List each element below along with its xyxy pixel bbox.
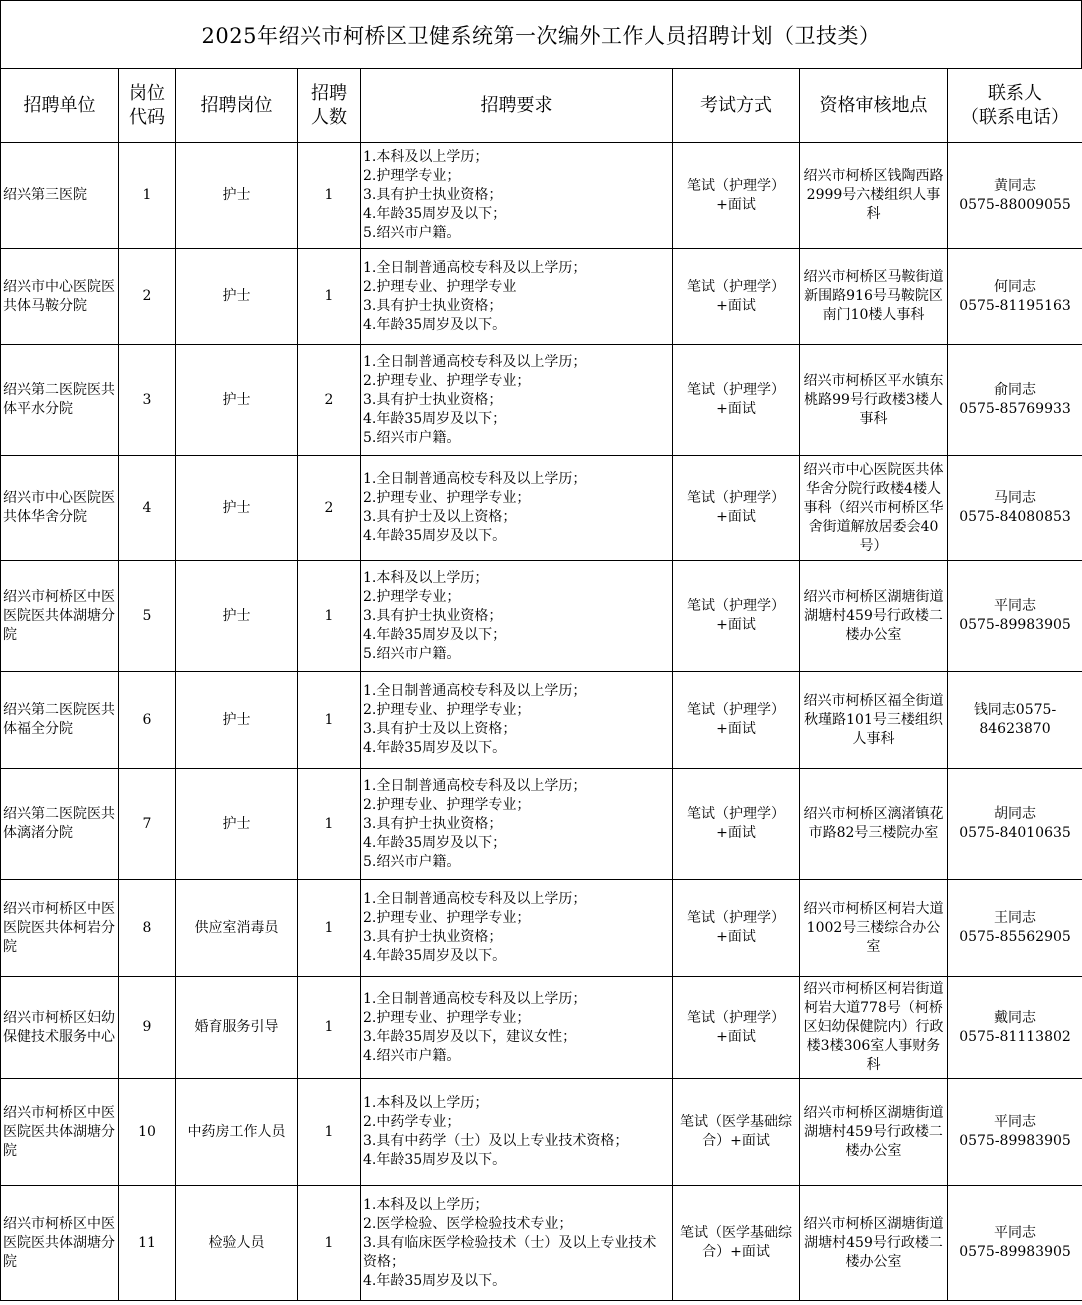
cell-count: 1 <box>298 1079 361 1186</box>
cell-requirements <box>361 456 673 561</box>
requirement-line: 3.具有中药学（士）及以上专业技术资格； <box>363 1133 629 1149</box>
contact-name: 钱同志0575- <box>973 702 1057 718</box>
requirement-line: 2.护理专业、护理学专业； <box>363 910 531 926</box>
cell-code: 6 <box>119 672 176 769</box>
cell-code: 11 <box>119 1186 176 1301</box>
table-row <box>1 769 1082 880</box>
header-count-line1: 招聘 <box>311 82 347 104</box>
header-contact-line2: （联系电话） <box>961 106 1069 128</box>
contact-name: 何同志 <box>994 278 1036 295</box>
requirement-line: 1.全日制普通高校专科及以上学历； <box>363 990 587 1007</box>
cell-exam: 笔试（护理学）+面试 <box>673 143 800 249</box>
cell-location: 绍兴市柯桥区湖塘街道湖塘村459号行政楼二楼办公室 <box>800 1079 948 1186</box>
table-row <box>1 561 1082 672</box>
requirement-line: 4.年龄35周岁及以下。 <box>363 740 507 756</box>
requirement-line: 5.绍兴市户籍。 <box>363 645 461 662</box>
header-position: 招聘岗位 <box>176 69 298 143</box>
cell-code: 4 <box>119 456 176 561</box>
requirement-line: 2.医学检验、医学检验技术专业； <box>363 1215 573 1232</box>
requirement-line: 1.本科及以上学历； <box>363 569 489 586</box>
cell-exam: 笔试（医学基础综合）+面试 <box>673 1079 800 1186</box>
cell-contact <box>948 143 1082 249</box>
requirement-line: 2.护理专业、护理学专业； <box>363 372 531 389</box>
cell-location: 绍兴市柯桥区钱陶西路2999号六楼组织人事科 <box>800 143 948 249</box>
cell-count: 1 <box>298 143 361 249</box>
cell-code: 3 <box>119 345 176 456</box>
cell-code: 1 <box>119 143 176 249</box>
contact-name: 平同志 <box>994 1114 1036 1130</box>
cell-code: 8 <box>119 880 176 977</box>
requirement-line: 3.具有护士执业资格； <box>363 607 503 624</box>
contact-phone: 0575-84080853 <box>959 509 1071 525</box>
header-code-line2: 代码 <box>129 106 165 128</box>
requirement-line: 2.护理专业、护理学专业； <box>363 1009 531 1026</box>
table-row <box>1 456 1082 561</box>
cell-unit: 绍兴第二医院医共体漓渚分院 <box>1 769 119 880</box>
table-row <box>1 345 1082 456</box>
cell-unit: 绍兴市柯桥区中医医院医共体湖塘分院 <box>1 561 119 672</box>
requirement-line: 2.护理专业、护理学专业 <box>363 278 517 295</box>
cell-exam: 笔试（护理学）+面试 <box>673 672 800 769</box>
cell-requirements <box>361 880 673 977</box>
cell-exam: 笔试（护理学）+面试 <box>673 456 800 561</box>
requirement-line: 1.本科及以上学历； <box>363 149 489 165</box>
cell-exam: 笔试（护理学）+面试 <box>673 561 800 672</box>
header-unit: 招聘单位 <box>1 69 119 143</box>
cell-requirements <box>361 1186 673 1301</box>
header-count <box>298 69 361 143</box>
cell-code: 5 <box>119 561 176 672</box>
requirement-line: 5.绍兴市户籍。 <box>363 429 461 446</box>
cell-contact <box>948 345 1082 456</box>
contact-phone: 0575-89983905 <box>959 1244 1071 1260</box>
requirement-line: 3.具有护士执业资格； <box>363 391 503 408</box>
cell-contact <box>948 249 1082 345</box>
cell-contact <box>948 880 1082 977</box>
table-row <box>1 977 1082 1079</box>
header-count-line2: 人数 <box>311 106 347 128</box>
cell-unit: 绍兴市柯桥区妇幼保健技术服务中心 <box>1 977 119 1079</box>
cell-position: 婚育服务引导 <box>176 977 298 1079</box>
cell-contact <box>948 456 1082 561</box>
cell-contact <box>948 977 1082 1079</box>
requirement-line: 4.年龄35周岁及以下。 <box>363 316 507 333</box>
cell-code: 9 <box>119 977 176 1079</box>
cell-unit: 绍兴市中心医院医共体马鞍分院 <box>1 249 119 345</box>
cell-location: 绍兴市柯桥区柯岩街道柯岩大道778号（柯桥区妇幼保健院内）行政楼3楼306室人事财务科 <box>800 977 948 1079</box>
cell-position: 护士 <box>176 345 298 456</box>
cell-position: 护士 <box>176 769 298 880</box>
cell-unit: 绍兴第二医院医共体福全分院 <box>1 672 119 769</box>
title-box <box>0 0 1082 68</box>
cell-requirements <box>361 561 673 672</box>
requirement-line: 3.具有临床医学检验技术（士）及以上专业技术资格； <box>363 1234 657 1270</box>
cell-requirements <box>361 249 673 345</box>
cell-position: 护士 <box>176 143 298 249</box>
cell-exam: 笔试（护理学）+面试 <box>673 249 800 345</box>
cell-contact <box>948 672 1082 769</box>
contact-phone: 0575-88009055 <box>959 196 1071 213</box>
contact-name: 平同志 <box>994 598 1036 614</box>
requirement-line: 1.全日制普通高校专科及以上学历； <box>363 777 587 794</box>
contact-phone: 0575-85769933 <box>959 401 1071 417</box>
cell-unit: 绍兴市柯桥区中医医院医共体湖塘分院 <box>1 1186 119 1301</box>
cell-count: 1 <box>298 672 361 769</box>
cell-requirements <box>361 672 673 769</box>
contact-phone: 0575-84010635 <box>959 825 1071 841</box>
cell-exam: 笔试（护理学）+面试 <box>673 769 800 880</box>
cell-contact <box>948 561 1082 672</box>
requirement-line: 3.具有护士执业资格； <box>363 815 503 832</box>
cell-requirements <box>361 977 673 1079</box>
cell-unit: 绍兴市柯桥区中医医院医共体柯岩分院 <box>1 880 119 977</box>
contact-name: 胡同志 <box>994 806 1036 822</box>
cell-requirements <box>361 1079 673 1186</box>
requirement-line: 1.全日制普通高校专科及以上学历； <box>363 891 587 907</box>
cell-location: 绍兴市柯桥区柯岩大道1002号三楼综合办公室 <box>800 880 948 977</box>
cell-position: 护士 <box>176 249 298 345</box>
requirement-line: 4.年龄35周岁及以下。 <box>363 528 507 544</box>
table-row <box>1 1079 1082 1186</box>
contact-name: 黄同志 <box>994 177 1036 194</box>
requirement-line: 4.年龄35周岁及以下。 <box>363 1272 507 1289</box>
requirement-line: 3.具有护士执业资格； <box>363 929 503 945</box>
requirement-line: 4.年龄35周岁及以下； <box>363 206 507 222</box>
table-row <box>1 1186 1082 1301</box>
cell-count: 1 <box>298 249 361 345</box>
contact-phone: 0575-81195163 <box>959 297 1071 314</box>
cell-exam: 笔试（护理学）+面试 <box>673 345 800 456</box>
contact-phone: 0575-89983905 <box>959 617 1071 633</box>
requirement-line: 4.年龄35周岁及以下。 <box>363 1152 507 1168</box>
cell-location: 绍兴市柯桥区湖塘街道湖塘村459号行政楼二楼办公室 <box>800 561 948 672</box>
table-row <box>1 143 1082 249</box>
header-location: 资格审核地点 <box>800 69 948 143</box>
cell-position: 检验人员 <box>176 1186 298 1301</box>
header-row <box>1 69 1082 143</box>
cell-requirements <box>361 769 673 880</box>
cell-code: 2 <box>119 249 176 345</box>
requirement-line: 2.护理专业、护理学专业； <box>363 702 531 718</box>
cell-position: 护士 <box>176 456 298 561</box>
contact-phone: 0575-89983905 <box>959 1133 1071 1149</box>
requirement-line: 1.全日制普通高校专科及以上学历； <box>363 471 587 487</box>
requirement-line: 1.全日制普通高校专科及以上学历； <box>363 259 587 276</box>
requirement-line: 5.绍兴市户籍。 <box>363 853 461 870</box>
requirement-line: 4.年龄35周岁及以下。 <box>363 948 507 964</box>
requirement-line: 2.护理学专业； <box>363 168 461 184</box>
cell-requirements <box>361 143 673 249</box>
recruitment-table <box>0 68 1082 1301</box>
cell-exam: 笔试（护理学）+面试 <box>673 880 800 977</box>
cell-code: 7 <box>119 769 176 880</box>
table-row <box>1 672 1082 769</box>
cell-count: 1 <box>298 880 361 977</box>
contact-name: 王同志 <box>994 910 1036 926</box>
contact-phone: 84623870 <box>979 721 1051 737</box>
table-row <box>1 880 1082 977</box>
requirement-line: 4.年龄35周岁及以下； <box>363 410 507 427</box>
requirement-line: 4.年龄35周岁及以下； <box>363 626 507 643</box>
cell-contact <box>948 769 1082 880</box>
requirement-line: 2.护理学专业； <box>363 588 461 605</box>
requirement-line: 4.绍兴市户籍。 <box>363 1047 461 1064</box>
cell-unit: 绍兴第二医院医共体平水分院 <box>1 345 119 456</box>
header-code <box>119 69 176 143</box>
cell-unit: 绍兴市柯桥区中医医院医共体湖塘分院 <box>1 1079 119 1186</box>
cell-count: 1 <box>298 977 361 1079</box>
requirement-line: 2.护理专业、护理学专业； <box>363 490 531 506</box>
requirement-line: 2.中药学专业； <box>363 1114 461 1130</box>
cell-location: 绍兴市柯桥区福全街道秋瑾路101号三楼组织人事科 <box>800 672 948 769</box>
contact-name: 平同志 <box>994 1225 1036 1241</box>
requirement-line: 3.具有护士及以上资格； <box>363 509 517 525</box>
contact-phone: 0575-81113802 <box>959 1028 1071 1045</box>
cell-unit: 绍兴第三医院 <box>1 143 119 249</box>
page-title: 2025年绍兴市柯桥区卫健系统第一次编外工作人员招聘计划（卫技类） <box>201 23 881 48</box>
header-requirements: 招聘要求 <box>361 69 673 143</box>
cell-location: 绍兴市中心医院医共体华舍分院行政楼4楼人事科（绍兴市柯桥区华舍街道解放居委会40号） <box>800 456 948 561</box>
cell-count: 2 <box>298 456 361 561</box>
cell-location: 绍兴市柯桥区平水镇东桃路99号行政楼3楼人事科 <box>800 345 948 456</box>
cell-count: 1 <box>298 1186 361 1301</box>
requirement-line: 1.全日制普通高校专科及以上学历； <box>363 353 587 370</box>
requirement-line: 3.具有护士及以上资格； <box>363 721 517 737</box>
requirement-line: 1.全日制普通高校专科及以上学历； <box>363 683 587 699</box>
requirement-line: 1.本科及以上学历； <box>363 1095 489 1111</box>
table-row <box>1 249 1082 345</box>
cell-count: 1 <box>298 561 361 672</box>
cell-exam: 笔试（医学基础综合）+面试 <box>673 1186 800 1301</box>
cell-unit: 绍兴市中心医院医共体华舍分院 <box>1 456 119 561</box>
requirement-line: 4.年龄35周岁及以下； <box>363 834 507 851</box>
cell-location: 绍兴市柯桥区漓渚镇花市路82号三楼院办室 <box>800 769 948 880</box>
header-contact <box>948 69 1082 143</box>
cell-count: 2 <box>298 345 361 456</box>
cell-contact <box>948 1079 1082 1186</box>
cell-position: 护士 <box>176 561 298 672</box>
requirement-line: 3.年龄35周岁及以下，建议女性； <box>363 1028 577 1045</box>
cell-location: 绍兴市柯桥区湖塘街道湖塘村459号行政楼二楼办公室 <box>800 1186 948 1301</box>
cell-count: 1 <box>298 769 361 880</box>
contact-name: 俞同志 <box>994 382 1036 398</box>
cell-exam: 笔试（护理学）+面试 <box>673 977 800 1079</box>
header-code-line1: 岗位 <box>129 82 165 104</box>
requirement-line: 1.本科及以上学历； <box>363 1196 489 1213</box>
requirement-line: 3.具有护士执业资格； <box>363 297 503 314</box>
header-exam: 考试方式 <box>673 69 800 143</box>
header-contact-line1: 联系人 <box>988 82 1042 104</box>
cell-code: 10 <box>119 1079 176 1186</box>
cell-requirements <box>361 345 673 456</box>
cell-position: 供应室消毒员 <box>176 880 298 977</box>
requirement-line: 3.具有护士执业资格； <box>363 187 503 203</box>
contact-name: 马同志 <box>994 490 1036 506</box>
requirement-line: 5.绍兴市户籍。 <box>363 225 461 241</box>
cell-position: 中药房工作人员 <box>176 1079 298 1186</box>
contact-name: 戴同志 <box>994 1009 1036 1026</box>
cell-location: 绍兴市柯桥区马鞍街道新围路916号马鞍院区南门10楼人事科 <box>800 249 948 345</box>
requirement-line: 2.护理专业、护理学专业； <box>363 796 531 813</box>
cell-contact <box>948 1186 1082 1301</box>
table-body <box>1 143 1082 1301</box>
cell-position: 护士 <box>176 672 298 769</box>
contact-phone: 0575-85562905 <box>959 929 1071 945</box>
